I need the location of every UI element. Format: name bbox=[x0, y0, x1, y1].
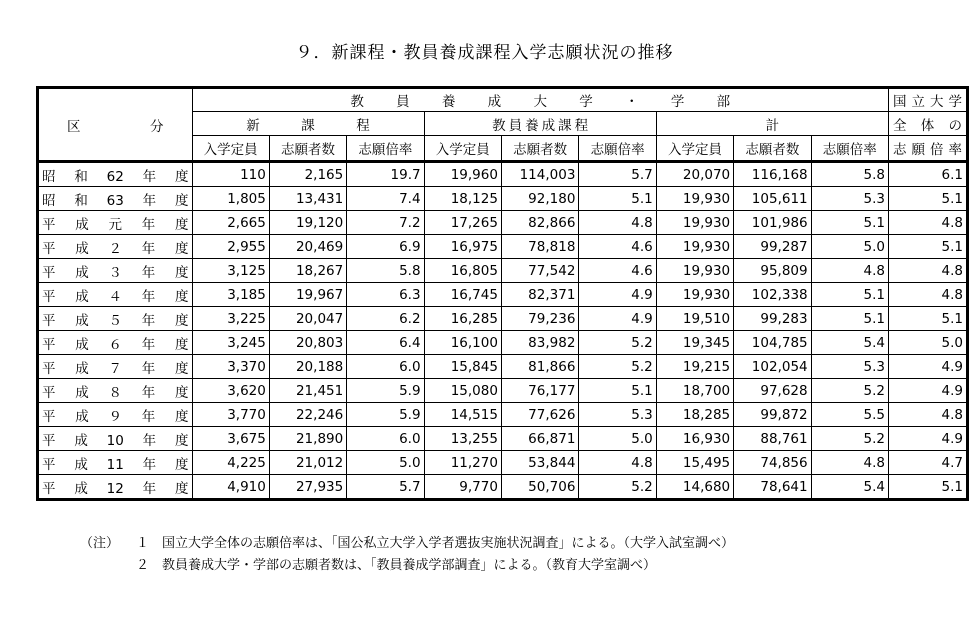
teacher-ratio-cell: 5.2 bbox=[579, 355, 656, 379]
teacher-capacity-cell: 18,125 bbox=[424, 187, 501, 211]
total-ratio-cell: 5.4 bbox=[811, 475, 888, 500]
national-header-line1: 国立大学 bbox=[888, 88, 967, 112]
total-applicants-cell: 101,986 bbox=[734, 211, 811, 235]
teacher-applicants-cell: 77,542 bbox=[501, 259, 578, 283]
year-label: 平成５年度 bbox=[38, 307, 193, 331]
page-title: ９．新課程・教員養成課程入学志願状況の推移 bbox=[295, 43, 674, 63]
teacher-ratio-cell: 4.9 bbox=[579, 283, 656, 307]
teacher-applicants-cell: 76,177 bbox=[501, 379, 578, 403]
total-ratio-cell: 5.3 bbox=[811, 355, 888, 379]
table-row bbox=[38, 355, 968, 379]
total-ratio-cell: 5.8 bbox=[811, 162, 888, 187]
admission-table bbox=[36, 86, 969, 501]
total-applicants-cell: 102,054 bbox=[734, 355, 811, 379]
national-ratio-cell: 5.0 bbox=[888, 331, 967, 355]
national-ratio-cell: 4.9 bbox=[888, 427, 967, 451]
new-capacity-cell: 4,225 bbox=[192, 451, 269, 475]
total-ratio-cell: 4.8 bbox=[811, 259, 888, 283]
col-applicants: 志願者数 bbox=[734, 136, 811, 162]
total-capacity-cell: 18,285 bbox=[656, 403, 733, 427]
teacher-ratio-cell: 5.1 bbox=[579, 187, 656, 211]
national-ratio-cell: 5.1 bbox=[888, 475, 967, 500]
teacher-applicants-cell: 81,866 bbox=[501, 355, 578, 379]
teacher-capacity-cell: 16,285 bbox=[424, 307, 501, 331]
national-ratio-cell: 5.1 bbox=[888, 307, 967, 331]
year-label: 平成元年度 bbox=[38, 211, 193, 235]
teacher-capacity-cell: 16,975 bbox=[424, 235, 501, 259]
teacher-ratio-cell: 4.6 bbox=[579, 259, 656, 283]
total-capacity-cell: 16,930 bbox=[656, 427, 733, 451]
table-row bbox=[38, 211, 968, 235]
col-applicants: 志願者数 bbox=[269, 136, 346, 162]
category-header: 区 分 bbox=[38, 88, 193, 162]
total-applicants-cell: 104,785 bbox=[734, 331, 811, 355]
total-capacity-cell: 18,700 bbox=[656, 379, 733, 403]
year-label: 平成６年度 bbox=[38, 331, 193, 355]
col-ratio: 志願倍率 bbox=[347, 136, 424, 162]
teacher-capacity-cell: 15,845 bbox=[424, 355, 501, 379]
total-applicants-cell: 99,287 bbox=[734, 235, 811, 259]
new-applicants-cell: 20,469 bbox=[269, 235, 346, 259]
total-ratio-cell: 5.1 bbox=[811, 283, 888, 307]
note-row bbox=[80, 555, 734, 577]
new-capacity-cell: 3,770 bbox=[192, 403, 269, 427]
year-label: 平成12年度 bbox=[38, 475, 193, 500]
total-ratio-cell: 5.1 bbox=[811, 307, 888, 331]
teacher-applicants-cell: 53,844 bbox=[501, 451, 578, 475]
new-capacity-cell: 3,225 bbox=[192, 307, 269, 331]
teacher-ratio-cell: 5.2 bbox=[579, 331, 656, 355]
new-ratio-cell: 6.9 bbox=[347, 235, 424, 259]
table-row bbox=[38, 475, 968, 500]
total-applicants-cell: 99,872 bbox=[734, 403, 811, 427]
total-applicants-cell: 102,338 bbox=[734, 283, 811, 307]
col-ratio: 志願倍率 bbox=[811, 136, 888, 162]
col-capacity: 入学定員 bbox=[192, 136, 269, 162]
total-applicants-cell: 74,856 bbox=[734, 451, 811, 475]
teacher-capacity-cell: 16,745 bbox=[424, 283, 501, 307]
national-header-line2: 全 体 の bbox=[888, 112, 967, 136]
teacher-capacity-cell: 17,265 bbox=[424, 211, 501, 235]
teacher-applicants-cell: 78,818 bbox=[501, 235, 578, 259]
national-ratio-cell: 4.8 bbox=[888, 211, 967, 235]
new-applicants-cell: 20,803 bbox=[269, 331, 346, 355]
teacher-ratio-cell: 5.0 bbox=[579, 427, 656, 451]
year-label: 平成２年度 bbox=[38, 235, 193, 259]
national-ratio-cell: 6.1 bbox=[888, 162, 967, 187]
year-label: 平成４年度 bbox=[38, 283, 193, 307]
new-capacity-cell: 1,805 bbox=[192, 187, 269, 211]
teacher-ratio-cell: 4.8 bbox=[579, 451, 656, 475]
new-applicants-cell: 27,935 bbox=[269, 475, 346, 500]
new-ratio-cell: 5.7 bbox=[347, 475, 424, 500]
teacher-ratio-cell: 4.8 bbox=[579, 211, 656, 235]
new-capacity-cell: 3,125 bbox=[192, 259, 269, 283]
new-capacity-cell: 2,665 bbox=[192, 211, 269, 235]
table-row bbox=[38, 451, 968, 475]
new-capacity-cell: 2,955 bbox=[192, 235, 269, 259]
teacher-ratio-cell: 5.2 bbox=[579, 475, 656, 500]
national-header-line3: 志 願 倍 率 bbox=[888, 136, 967, 162]
total-capacity-cell: 19,930 bbox=[656, 235, 733, 259]
teacher-applicants-cell: 50,706 bbox=[501, 475, 578, 500]
table-row bbox=[38, 331, 968, 355]
note-text: 国立大学全体の志願倍率は、「国公私立大学入学者選抜実施状況調査」による。（大学入試室調べ） bbox=[162, 536, 735, 551]
teacher-capacity-cell: 16,100 bbox=[424, 331, 501, 355]
table-row bbox=[38, 307, 968, 331]
notes bbox=[80, 533, 734, 577]
new-capacity-cell: 3,675 bbox=[192, 427, 269, 451]
table-row bbox=[38, 379, 968, 403]
national-ratio-cell: 4.8 bbox=[888, 403, 967, 427]
total-ratio-cell: 5.2 bbox=[811, 379, 888, 403]
teacher-ratio-cell: 4.9 bbox=[579, 307, 656, 331]
teacher-applicants-cell: 77,626 bbox=[501, 403, 578, 427]
new-applicants-cell: 21,890 bbox=[269, 427, 346, 451]
total-applicants-cell: 78,641 bbox=[734, 475, 811, 500]
new-applicants-cell: 19,967 bbox=[269, 283, 346, 307]
total-capacity-cell: 19,930 bbox=[656, 283, 733, 307]
table-row bbox=[38, 427, 968, 451]
total-ratio-cell: 4.8 bbox=[811, 451, 888, 475]
table-row bbox=[38, 403, 968, 427]
total-capacity-cell: 19,930 bbox=[656, 211, 733, 235]
year-label: 平成８年度 bbox=[38, 379, 193, 403]
new-capacity-cell: 3,620 bbox=[192, 379, 269, 403]
new-ratio-cell: 7.2 bbox=[347, 211, 424, 235]
new-ratio-cell: 6.2 bbox=[347, 307, 424, 331]
total-ratio-cell: 5.5 bbox=[811, 403, 888, 427]
teacher-capacity-cell: 11,270 bbox=[424, 451, 501, 475]
new-capacity-cell: 3,185 bbox=[192, 283, 269, 307]
new-applicants-cell: 20,188 bbox=[269, 355, 346, 379]
new-ratio-cell: 6.0 bbox=[347, 355, 424, 379]
new-ratio-cell: 6.0 bbox=[347, 427, 424, 451]
new-capacity-cell: 3,245 bbox=[192, 331, 269, 355]
teacher-applicants-cell: 92,180 bbox=[501, 187, 578, 211]
total-applicants-cell: 97,628 bbox=[734, 379, 811, 403]
col-ratio: 志願倍率 bbox=[579, 136, 656, 162]
teacher-capacity-cell: 13,255 bbox=[424, 427, 501, 451]
teacher-capacity-cell: 9,770 bbox=[424, 475, 501, 500]
new-capacity-cell: 3,370 bbox=[192, 355, 269, 379]
note-row bbox=[80, 533, 734, 555]
teacher-applicants-cell: 82,866 bbox=[501, 211, 578, 235]
total-capacity-cell: 19,930 bbox=[656, 259, 733, 283]
table-row bbox=[38, 283, 968, 307]
new-applicants-cell: 21,451 bbox=[269, 379, 346, 403]
teacher-ratio-cell: 5.7 bbox=[579, 162, 656, 187]
year-label: 昭和63年度 bbox=[38, 187, 193, 211]
sub-head-teacher-course: 教員養成課程 bbox=[424, 112, 656, 136]
note-number: ２ bbox=[136, 558, 150, 573]
new-ratio-cell: 6.3 bbox=[347, 283, 424, 307]
total-ratio-cell: 5.2 bbox=[811, 427, 888, 451]
total-capacity-cell: 15,495 bbox=[656, 451, 733, 475]
new-ratio-cell: 5.9 bbox=[347, 403, 424, 427]
new-ratio-cell: 7.4 bbox=[347, 187, 424, 211]
national-ratio-cell: 5.1 bbox=[888, 235, 967, 259]
new-ratio-cell: 6.4 bbox=[347, 331, 424, 355]
new-ratio-cell: 19.7 bbox=[347, 162, 424, 187]
total-applicants-cell: 116,168 bbox=[734, 162, 811, 187]
total-ratio-cell: 5.4 bbox=[811, 331, 888, 355]
teacher-applicants-cell: 82,371 bbox=[501, 283, 578, 307]
note-label: （注） bbox=[80, 536, 120, 551]
total-ratio-cell: 5.3 bbox=[811, 187, 888, 211]
new-capacity-cell: 110 bbox=[192, 162, 269, 187]
teacher-ratio-cell: 5.1 bbox=[579, 379, 656, 403]
year-label: 平成３年度 bbox=[38, 259, 193, 283]
total-ratio-cell: 5.1 bbox=[811, 211, 888, 235]
total-capacity-cell: 19,510 bbox=[656, 307, 733, 331]
note-text: 教員養成大学・学部の志願者数は、「教員養成学部調査」による。（教育大学室調べ） bbox=[162, 558, 657, 573]
national-ratio-cell: 4.9 bbox=[888, 379, 967, 403]
national-ratio-cell: 5.1 bbox=[888, 187, 967, 211]
total-capacity-cell: 14,680 bbox=[656, 475, 733, 500]
total-applicants-cell: 95,809 bbox=[734, 259, 811, 283]
teacher-applicants-cell: 79,236 bbox=[501, 307, 578, 331]
year-label: 平成11年度 bbox=[38, 451, 193, 475]
national-ratio-cell: 4.8 bbox=[888, 259, 967, 283]
new-applicants-cell: 21,012 bbox=[269, 451, 346, 475]
total-ratio-cell: 5.0 bbox=[811, 235, 888, 259]
teacher-ratio-cell: 4.6 bbox=[579, 235, 656, 259]
year-label: 平成９年度 bbox=[38, 403, 193, 427]
teacher-applicants-cell: 83,982 bbox=[501, 331, 578, 355]
new-applicants-cell: 22,246 bbox=[269, 403, 346, 427]
table-row bbox=[38, 235, 968, 259]
new-applicants-cell: 18,267 bbox=[269, 259, 346, 283]
sub-head-total: 計 bbox=[656, 112, 888, 136]
new-applicants-cell: 20,047 bbox=[269, 307, 346, 331]
teacher-applicants-cell: 66,871 bbox=[501, 427, 578, 451]
table-row bbox=[38, 187, 968, 211]
total-capacity-cell: 19,930 bbox=[656, 187, 733, 211]
year-label: 平成７年度 bbox=[38, 355, 193, 379]
note-number: １ bbox=[136, 536, 150, 551]
new-ratio-cell: 5.0 bbox=[347, 451, 424, 475]
year-label: 平成10年度 bbox=[38, 427, 193, 451]
table-row bbox=[38, 259, 968, 283]
total-capacity-cell: 19,215 bbox=[656, 355, 733, 379]
col-capacity: 入学定員 bbox=[424, 136, 501, 162]
total-applicants-cell: 99,283 bbox=[734, 307, 811, 331]
new-ratio-cell: 5.9 bbox=[347, 379, 424, 403]
group-title: 教 員 養 成 大 学 ・ 学 部 bbox=[192, 88, 888, 112]
national-ratio-cell: 4.9 bbox=[888, 355, 967, 379]
year-label: 昭和62年度 bbox=[38, 162, 193, 187]
national-ratio-cell: 4.7 bbox=[888, 451, 967, 475]
new-applicants-cell: 19,120 bbox=[269, 211, 346, 235]
sub-head-new-course: 新 課 程 bbox=[192, 112, 424, 136]
teacher-capacity-cell: 15,080 bbox=[424, 379, 501, 403]
teacher-capacity-cell: 14,515 bbox=[424, 403, 501, 427]
col-applicants: 志願者数 bbox=[501, 136, 578, 162]
total-applicants-cell: 88,761 bbox=[734, 427, 811, 451]
new-capacity-cell: 4,910 bbox=[192, 475, 269, 500]
total-capacity-cell: 20,070 bbox=[656, 162, 733, 187]
national-ratio-cell: 4.8 bbox=[888, 283, 967, 307]
total-applicants-cell: 105,611 bbox=[734, 187, 811, 211]
teacher-capacity-cell: 16,805 bbox=[424, 259, 501, 283]
teacher-capacity-cell: 19,960 bbox=[424, 162, 501, 187]
table-row bbox=[38, 162, 968, 187]
new-ratio-cell: 5.8 bbox=[347, 259, 424, 283]
new-applicants-cell: 2,165 bbox=[269, 162, 346, 187]
col-capacity: 入学定員 bbox=[656, 136, 733, 162]
new-applicants-cell: 13,431 bbox=[269, 187, 346, 211]
teacher-ratio-cell: 5.3 bbox=[579, 403, 656, 427]
total-capacity-cell: 19,345 bbox=[656, 331, 733, 355]
teacher-applicants-cell: 114,003 bbox=[501, 162, 578, 187]
